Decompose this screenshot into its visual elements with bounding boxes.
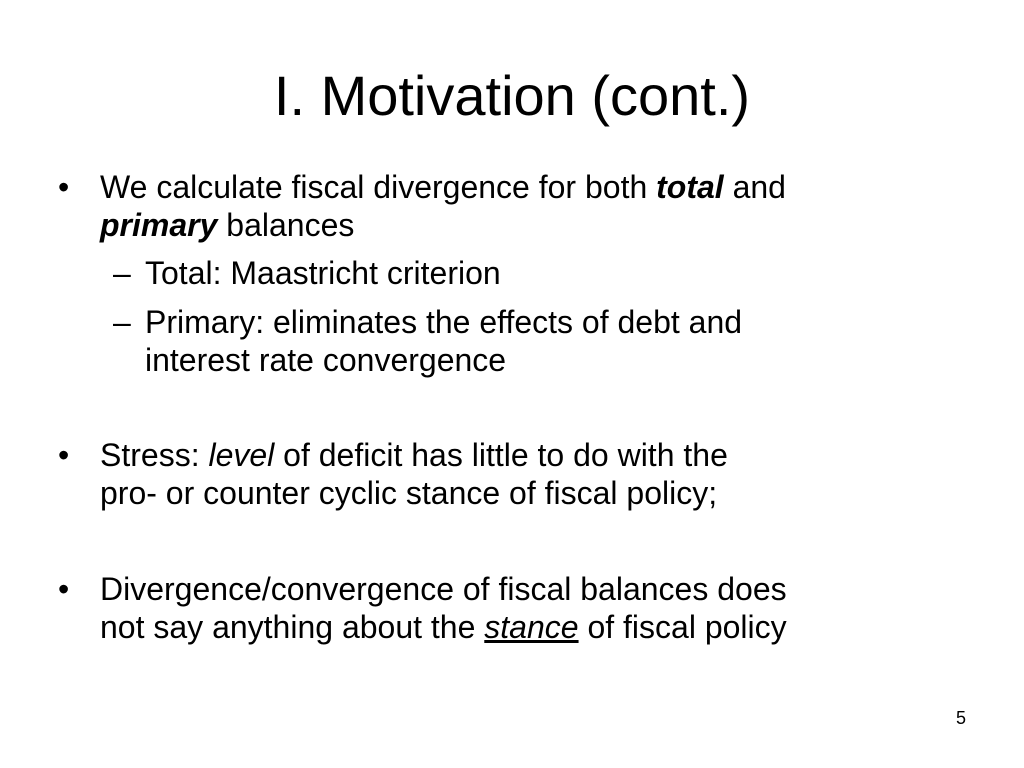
- bullet-text-part: balances: [217, 207, 355, 243]
- bullet-fiscal-divergence: [58, 168, 978, 244]
- bullet-stress: [58, 436, 978, 512]
- bullet-text-part: We calculate fiscal divergence for both: [100, 169, 657, 205]
- bullet-text-part: of fiscal policy: [578, 609, 787, 645]
- dash-icon: –: [113, 255, 131, 291]
- page-number: 5: [955, 708, 966, 728]
- bullet-text-line: Divergence/convergence of fiscal balances does: [100, 571, 787, 607]
- sub-bullet-primary: [113, 303, 973, 379]
- bullet-icon: •: [58, 169, 70, 205]
- emphasis-stance: stance: [484, 609, 579, 645]
- bullet-icon: •: [58, 437, 70, 473]
- emphasis-primary: primary: [100, 207, 218, 243]
- sub-bullet-total: [113, 254, 973, 292]
- bullet-text: [100, 436, 978, 512]
- bullet-divergence-convergence: [58, 570, 978, 646]
- bullet-icon: •: [58, 571, 70, 607]
- bullet-text-part: not say anything about the: [100, 609, 485, 645]
- emphasis-level: level: [208, 437, 275, 473]
- bullet-text-part: Stress:: [100, 437, 209, 473]
- dash-icon: –: [113, 304, 131, 340]
- slide-title: I. Motivation (cont.): [273, 64, 751, 127]
- bullet-text-line: pro- or counter cyclic stance of fiscal policy;: [100, 475, 718, 511]
- sub-bullet-line: interest rate convergence: [145, 342, 507, 378]
- bullet-text: [100, 168, 978, 244]
- sub-bullet-text: [145, 303, 973, 379]
- bullet-text-part: and: [723, 169, 786, 205]
- sub-bullet-line: Primary: eliminates the effects of debt and: [145, 304, 743, 340]
- bullet-text: [100, 570, 978, 646]
- emphasis-total: total: [656, 169, 724, 205]
- sub-bullet-text: Total: Maastricht criterion: [145, 255, 501, 291]
- bullet-text-part: of deficit has little to do with the: [274, 437, 728, 473]
